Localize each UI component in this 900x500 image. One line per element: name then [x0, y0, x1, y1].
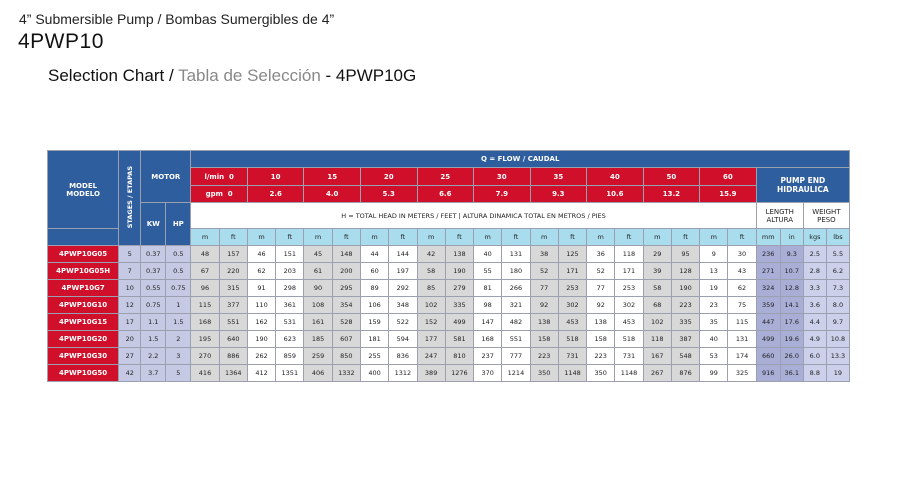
- stages-cell: 20: [119, 331, 141, 348]
- length-mm-cell: 236: [756, 246, 780, 263]
- head-m-cell: 158: [530, 331, 558, 348]
- flow-lmin-value: 15: [304, 168, 361, 186]
- head-m-cell: 138: [587, 314, 615, 331]
- length-mm-cell: 916: [756, 365, 780, 382]
- head-m-cell: 168: [191, 314, 219, 331]
- flow-gpm-value: 5.3: [360, 186, 417, 203]
- flow-lmin-label: [191, 168, 248, 186]
- head-ft-cell: 1148: [615, 365, 643, 382]
- flow-lmin-value: 60: [700, 168, 757, 186]
- length-mm-cell: 499: [756, 331, 780, 348]
- table-row: [48, 314, 850, 331]
- stages-cell: 42: [119, 365, 141, 382]
- length-in-cell: 14.1: [780, 297, 803, 314]
- weight-header: WEIGHT PESO: [803, 203, 849, 229]
- head-m-cell: 262: [247, 348, 275, 365]
- head-ft-cell: 171: [615, 263, 643, 280]
- model-cell: 4PWP10G15: [48, 314, 119, 331]
- weight-kgs-cell: 3.3: [803, 280, 826, 297]
- head-m-cell: 13: [700, 263, 728, 280]
- head-m-cell: 350: [587, 365, 615, 382]
- head-m-cell: 9: [700, 246, 728, 263]
- head-ft-cell: 180: [502, 263, 530, 280]
- head-ft-cell: 302: [615, 297, 643, 314]
- head-ft-cell: 731: [558, 348, 586, 365]
- head-ft-cell: 1312: [389, 365, 417, 382]
- head-ft-cell: 253: [558, 280, 586, 297]
- unit-m: m: [474, 229, 502, 246]
- hp-cell: 2: [166, 331, 191, 348]
- head-m-cell: 237: [474, 348, 502, 365]
- flow-lmin-value: 30: [474, 168, 531, 186]
- stages-header: STAGES / ETAPAS: [119, 151, 141, 246]
- head-ft-cell: 190: [671, 280, 699, 297]
- head-ft-cell: 30: [728, 246, 756, 263]
- flow-gpm-value: 0: [227, 190, 233, 198]
- head-ft-cell: 266: [502, 280, 530, 297]
- head-ft-cell: 551: [219, 314, 247, 331]
- head-ft-cell: 279: [445, 280, 473, 297]
- unit-lbs: lbs: [826, 229, 849, 246]
- hp-cell: 0.75: [166, 280, 191, 297]
- weight-kgs-cell: 8.8: [803, 365, 826, 382]
- unit-m: m: [643, 229, 671, 246]
- kw-cell: 0.37: [141, 246, 166, 263]
- head-ft-cell: 482: [502, 314, 530, 331]
- head-m-cell: 247: [417, 348, 445, 365]
- stages-cell: 27: [119, 348, 141, 365]
- length-in-cell: 12.8: [780, 280, 803, 297]
- head-m-cell: 67: [191, 263, 219, 280]
- head-ft-cell: 528: [332, 314, 360, 331]
- hp-cell: 0.5: [166, 246, 191, 263]
- head-ft-cell: 810: [445, 348, 473, 365]
- kw-cell: 1.5: [141, 331, 166, 348]
- kw-cell: 1.1: [141, 314, 166, 331]
- pump-end-header: PUMP END HIDRAULICA: [756, 168, 849, 203]
- weight-kgs-cell: 2.8: [803, 263, 826, 280]
- flow-lmin-value: 10: [247, 168, 304, 186]
- head-m-cell: 29: [643, 246, 671, 263]
- head-m-cell: 48: [191, 246, 219, 263]
- head-ft-cell: 223: [671, 297, 699, 314]
- head-ft-cell: 859: [276, 348, 304, 365]
- head-m-cell: 91: [247, 280, 275, 297]
- head-m-cell: 46: [247, 246, 275, 263]
- head-m-cell: 223: [587, 348, 615, 365]
- model-cell: 4PWP10G7: [48, 280, 119, 297]
- flow-gpm-value: 7.9: [474, 186, 531, 203]
- length-header: LENGTH ALTURA: [756, 203, 803, 229]
- head-m-cell: 102: [417, 297, 445, 314]
- weight-lbs-cell: 13.3: [826, 348, 849, 365]
- head-ft-cell: 295: [332, 280, 360, 297]
- head-ft-cell: 335: [671, 314, 699, 331]
- table-row: [48, 263, 850, 280]
- hp-cell: 1: [166, 297, 191, 314]
- head-m-cell: 167: [643, 348, 671, 365]
- table-row: [48, 331, 850, 348]
- flow-gpm-value: 10.6: [587, 186, 644, 203]
- head-ft-cell: 1364: [219, 365, 247, 382]
- unit-ft: ft: [615, 229, 643, 246]
- flow-gpm-value: 6.6: [417, 186, 474, 203]
- stages-cell: 5: [119, 246, 141, 263]
- head-m-cell: 68: [643, 297, 671, 314]
- head-ft-cell: 292: [389, 280, 417, 297]
- head-m-cell: 23: [700, 297, 728, 314]
- model-header: MODEL MODELO: [48, 151, 119, 229]
- length-in-cell: 9.3: [780, 246, 803, 263]
- head-ft-cell: 43: [728, 263, 756, 280]
- head-m-cell: 158: [587, 331, 615, 348]
- flow-lmin-value: 35: [530, 168, 587, 186]
- head-ft-cell: 253: [615, 280, 643, 297]
- head-m-cell: 99: [700, 365, 728, 382]
- head-m-cell: 389: [417, 365, 445, 382]
- head-m-cell: 106: [360, 297, 388, 314]
- motor-header: MOTOR: [141, 151, 191, 203]
- head-m-cell: 40: [474, 246, 502, 263]
- head-ft-cell: 594: [389, 331, 417, 348]
- head-m-cell: 53: [700, 348, 728, 365]
- table-row: [48, 246, 850, 263]
- selection-table: [47, 150, 850, 382]
- stages-cell: 7: [119, 263, 141, 280]
- hp-header: HP: [166, 203, 191, 246]
- unit-mm: mm: [756, 229, 780, 246]
- weight-kgs-cell: 4.9: [803, 331, 826, 348]
- head-ft-cell: 138: [445, 246, 473, 263]
- head-ft-cell: 361: [276, 297, 304, 314]
- head-ft-cell: 148: [332, 246, 360, 263]
- flow-lmin-value: 0: [228, 172, 234, 181]
- head-m-cell: 147: [474, 314, 502, 331]
- table-row: [48, 297, 850, 314]
- head-m-cell: 259: [304, 348, 332, 365]
- head-ft-cell: 315: [219, 280, 247, 297]
- head-m-cell: 77: [587, 280, 615, 297]
- head-m-cell: 60: [360, 263, 388, 280]
- weight-lbs-cell: 8.0: [826, 297, 849, 314]
- head-ft-cell: 131: [502, 246, 530, 263]
- head-m-cell: 223: [530, 348, 558, 365]
- head-m-cell: 85: [417, 280, 445, 297]
- head-m-cell: 61: [304, 263, 332, 280]
- head-m-cell: 168: [474, 331, 502, 348]
- gpm-label: gpm: [205, 190, 223, 198]
- head-ft-cell: 118: [615, 246, 643, 263]
- head-m-cell: 162: [247, 314, 275, 331]
- head-ft-cell: 551: [502, 331, 530, 348]
- weight-lbs-cell: 7.3: [826, 280, 849, 297]
- unit-m: m: [247, 229, 275, 246]
- length-mm-cell: 660: [756, 348, 780, 365]
- flow-gpm-label: [191, 186, 248, 203]
- flow-gpm-value: 9.3: [530, 186, 587, 203]
- chart-title-suffix: - 4PWP10G: [320, 66, 417, 85]
- head-ft-cell: 640: [219, 331, 247, 348]
- flow-gpm-value: 4.0: [304, 186, 361, 203]
- head-m-cell: 267: [643, 365, 671, 382]
- head-ft-cell: 581: [445, 331, 473, 348]
- head-m-cell: 81: [474, 280, 502, 297]
- head-m-cell: 195: [191, 331, 219, 348]
- weight-kgs-cell: 4.4: [803, 314, 826, 331]
- kw-cell: 2.2: [141, 348, 166, 365]
- head-m-cell: 58: [417, 263, 445, 280]
- head-m-cell: 38: [530, 246, 558, 263]
- head-m-cell: 89: [360, 280, 388, 297]
- head-m-cell: 416: [191, 365, 219, 382]
- unit-m: m: [530, 229, 558, 246]
- kw-cell: 0.37: [141, 263, 166, 280]
- head-ft-cell: 387: [671, 331, 699, 348]
- hp-cell: 5: [166, 365, 191, 382]
- flow-lmin-value: 25: [417, 168, 474, 186]
- length-in-cell: 36.1: [780, 365, 803, 382]
- head-m-cell: 350: [530, 365, 558, 382]
- head-m-cell: 177: [417, 331, 445, 348]
- head-m-cell: 98: [474, 297, 502, 314]
- stages-cell: 17: [119, 314, 141, 331]
- weight-lbs-cell: 5.5: [826, 246, 849, 263]
- weight-kgs-cell: 3.6: [803, 297, 826, 314]
- head-ft-cell: 886: [219, 348, 247, 365]
- head-ft-cell: 777: [502, 348, 530, 365]
- head-ft-cell: 499: [445, 314, 473, 331]
- head-m-cell: 270: [191, 348, 219, 365]
- weight-lbs-cell: 19: [826, 365, 849, 382]
- unit-ft: ft: [389, 229, 417, 246]
- head-ft-cell: 95: [671, 246, 699, 263]
- head-m-cell: 62: [247, 263, 275, 280]
- unit-m: m: [360, 229, 388, 246]
- head-m-cell: 96: [191, 280, 219, 297]
- head-m-cell: 110: [247, 297, 275, 314]
- unit-ft: ft: [728, 229, 756, 246]
- page-title: 4PWP10: [18, 30, 104, 53]
- head-ft-cell: 115: [728, 314, 756, 331]
- unit-m: m: [700, 229, 728, 246]
- head-ft-cell: 62: [728, 280, 756, 297]
- head-ft-cell: 125: [558, 246, 586, 263]
- head-ft-cell: 623: [276, 331, 304, 348]
- head-ft-cell: 302: [558, 297, 586, 314]
- hp-cell: 1.5: [166, 314, 191, 331]
- head-m-cell: 181: [360, 331, 388, 348]
- model-cell: 4PWP10G05H: [48, 263, 119, 280]
- head-ft-cell: 128: [671, 263, 699, 280]
- model-header-spacer: [48, 229, 119, 246]
- unit-m: m: [304, 229, 332, 246]
- head-ft-cell: 1276: [445, 365, 473, 382]
- head-ft-cell: 850: [332, 348, 360, 365]
- unit-m: m: [191, 229, 219, 246]
- head-ft-cell: 200: [332, 263, 360, 280]
- head-ft-cell: 377: [219, 297, 247, 314]
- head-ft-cell: 131: [728, 331, 756, 348]
- head-header: H = TOTAL HEAD IN METERS / FEET | ALTURA DINAMICA TOTAL EN METROS / PIES: [191, 203, 756, 229]
- head-m-cell: 138: [530, 314, 558, 331]
- kw-cell: 3.7: [141, 365, 166, 382]
- head-m-cell: 190: [247, 331, 275, 348]
- unit-ft: ft: [558, 229, 586, 246]
- head-m-cell: 58: [643, 280, 671, 297]
- flow-lmin-value: 40: [587, 168, 644, 186]
- chart-title-es: Tabla de Selección: [178, 66, 321, 85]
- head-ft-cell: 522: [389, 314, 417, 331]
- head-m-cell: 52: [587, 263, 615, 280]
- head-ft-cell: 174: [728, 348, 756, 365]
- unit-in: in: [780, 229, 803, 246]
- head-m-cell: 406: [304, 365, 332, 382]
- head-ft-cell: 518: [558, 331, 586, 348]
- head-m-cell: 118: [643, 331, 671, 348]
- head-ft-cell: 836: [389, 348, 417, 365]
- head-m-cell: 161: [304, 314, 332, 331]
- head-m-cell: 42: [417, 246, 445, 263]
- head-m-cell: 159: [360, 314, 388, 331]
- kw-cell: 0.55: [141, 280, 166, 297]
- head-ft-cell: 1148: [558, 365, 586, 382]
- head-m-cell: 36: [587, 246, 615, 263]
- head-m-cell: 185: [304, 331, 332, 348]
- flow-header: Q = FLOW / CAUDAL: [191, 151, 850, 168]
- head-ft-cell: 171: [558, 263, 586, 280]
- model-cell: 4PWP10G50: [48, 365, 119, 382]
- head-m-cell: 102: [643, 314, 671, 331]
- head-ft-cell: 1351: [276, 365, 304, 382]
- model-cell: 4PWP10G10: [48, 297, 119, 314]
- unit-ft: ft: [502, 229, 530, 246]
- head-m-cell: 39: [643, 263, 671, 280]
- unit-ft: ft: [671, 229, 699, 246]
- unit-m: m: [417, 229, 445, 246]
- head-m-cell: 19: [700, 280, 728, 297]
- head-ft-cell: 151: [276, 246, 304, 263]
- head-ft-cell: 321: [502, 297, 530, 314]
- head-ft-cell: 335: [445, 297, 473, 314]
- head-m-cell: 35: [700, 314, 728, 331]
- flow-lmin-value: 20: [360, 168, 417, 186]
- head-ft-cell: 75: [728, 297, 756, 314]
- head-m-cell: 108: [304, 297, 332, 314]
- length-in-cell: 10.7: [780, 263, 803, 280]
- head-ft-cell: 197: [389, 263, 417, 280]
- head-ft-cell: 453: [558, 314, 586, 331]
- head-ft-cell: 203: [276, 263, 304, 280]
- head-ft-cell: 518: [615, 331, 643, 348]
- head-ft-cell: 731: [615, 348, 643, 365]
- length-in-cell: 26.0: [780, 348, 803, 365]
- flow-gpm-value: 15.9: [700, 186, 757, 203]
- head-ft-cell: 298: [276, 280, 304, 297]
- head-ft-cell: 1214: [502, 365, 530, 382]
- head-ft-cell: 220: [219, 263, 247, 280]
- kw-cell: 0.75: [141, 297, 166, 314]
- length-in-cell: 19.6: [780, 331, 803, 348]
- unit-kgs: kgs: [803, 229, 826, 246]
- table-row: [48, 348, 850, 365]
- length-mm-cell: 447: [756, 314, 780, 331]
- model-cell: 4PWP10G30: [48, 348, 119, 365]
- head-m-cell: 400: [360, 365, 388, 382]
- head-m-cell: 412: [247, 365, 275, 382]
- table-row: [48, 365, 850, 382]
- hp-cell: 0.5: [166, 263, 191, 280]
- head-ft-cell: 144: [389, 246, 417, 263]
- head-ft-cell: 354: [332, 297, 360, 314]
- head-m-cell: 92: [587, 297, 615, 314]
- head-m-cell: 370: [474, 365, 502, 382]
- unit-m: m: [587, 229, 615, 246]
- head-ft-cell: 531: [276, 314, 304, 331]
- weight-lbs-cell: 10.8: [826, 331, 849, 348]
- head-ft-cell: 876: [671, 365, 699, 382]
- head-ft-cell: 325: [728, 365, 756, 382]
- head-m-cell: 52: [530, 263, 558, 280]
- head-ft-cell: 157: [219, 246, 247, 263]
- head-ft-cell: 348: [389, 297, 417, 314]
- unit-ft: ft: [445, 229, 473, 246]
- head-m-cell: 44: [360, 246, 388, 263]
- lmin-label: l/min: [204, 172, 225, 181]
- table-row: [48, 280, 850, 297]
- unit-ft: ft: [219, 229, 247, 246]
- hp-cell: 3: [166, 348, 191, 365]
- head-ft-cell: 190: [445, 263, 473, 280]
- flow-gpm-value: 2.6: [247, 186, 304, 203]
- unit-ft: ft: [276, 229, 304, 246]
- model-cell: 4PWP10G05: [48, 246, 119, 263]
- head-ft-cell: 607: [332, 331, 360, 348]
- head-m-cell: 152: [417, 314, 445, 331]
- weight-lbs-cell: 6.2: [826, 263, 849, 280]
- weight-lbs-cell: 9.7: [826, 314, 849, 331]
- head-m-cell: 77: [530, 280, 558, 297]
- head-m-cell: 40: [700, 331, 728, 348]
- flow-gpm-value: 13.2: [643, 186, 700, 203]
- length-mm-cell: 359: [756, 297, 780, 314]
- weight-kgs-cell: 2.5: [803, 246, 826, 263]
- length-in-cell: 17.6: [780, 314, 803, 331]
- model-cell: 4PWP10G20: [48, 331, 119, 348]
- unit-ft: ft: [332, 229, 360, 246]
- head-m-cell: 90: [304, 280, 332, 297]
- stages-cell: 10: [119, 280, 141, 297]
- head-ft-cell: 453: [615, 314, 643, 331]
- length-mm-cell: 271: [756, 263, 780, 280]
- flow-lmin-value: 50: [643, 168, 700, 186]
- chart-title: [48, 66, 416, 86]
- head-m-cell: 255: [360, 348, 388, 365]
- head-ft-cell: 548: [671, 348, 699, 365]
- head-m-cell: 115: [191, 297, 219, 314]
- subtitle: 4” Submersible Pump / Bombas Sumergibles de 4”: [19, 11, 335, 27]
- head-m-cell: 92: [530, 297, 558, 314]
- head-ft-cell: 1332: [332, 365, 360, 382]
- chart-title-en: Selection Chart /: [48, 66, 179, 85]
- length-mm-cell: 324: [756, 280, 780, 297]
- stages-cell: 12: [119, 297, 141, 314]
- head-m-cell: 45: [304, 246, 332, 263]
- head-m-cell: 55: [474, 263, 502, 280]
- weight-kgs-cell: 6.0: [803, 348, 826, 365]
- kw-header: KW: [141, 203, 166, 246]
